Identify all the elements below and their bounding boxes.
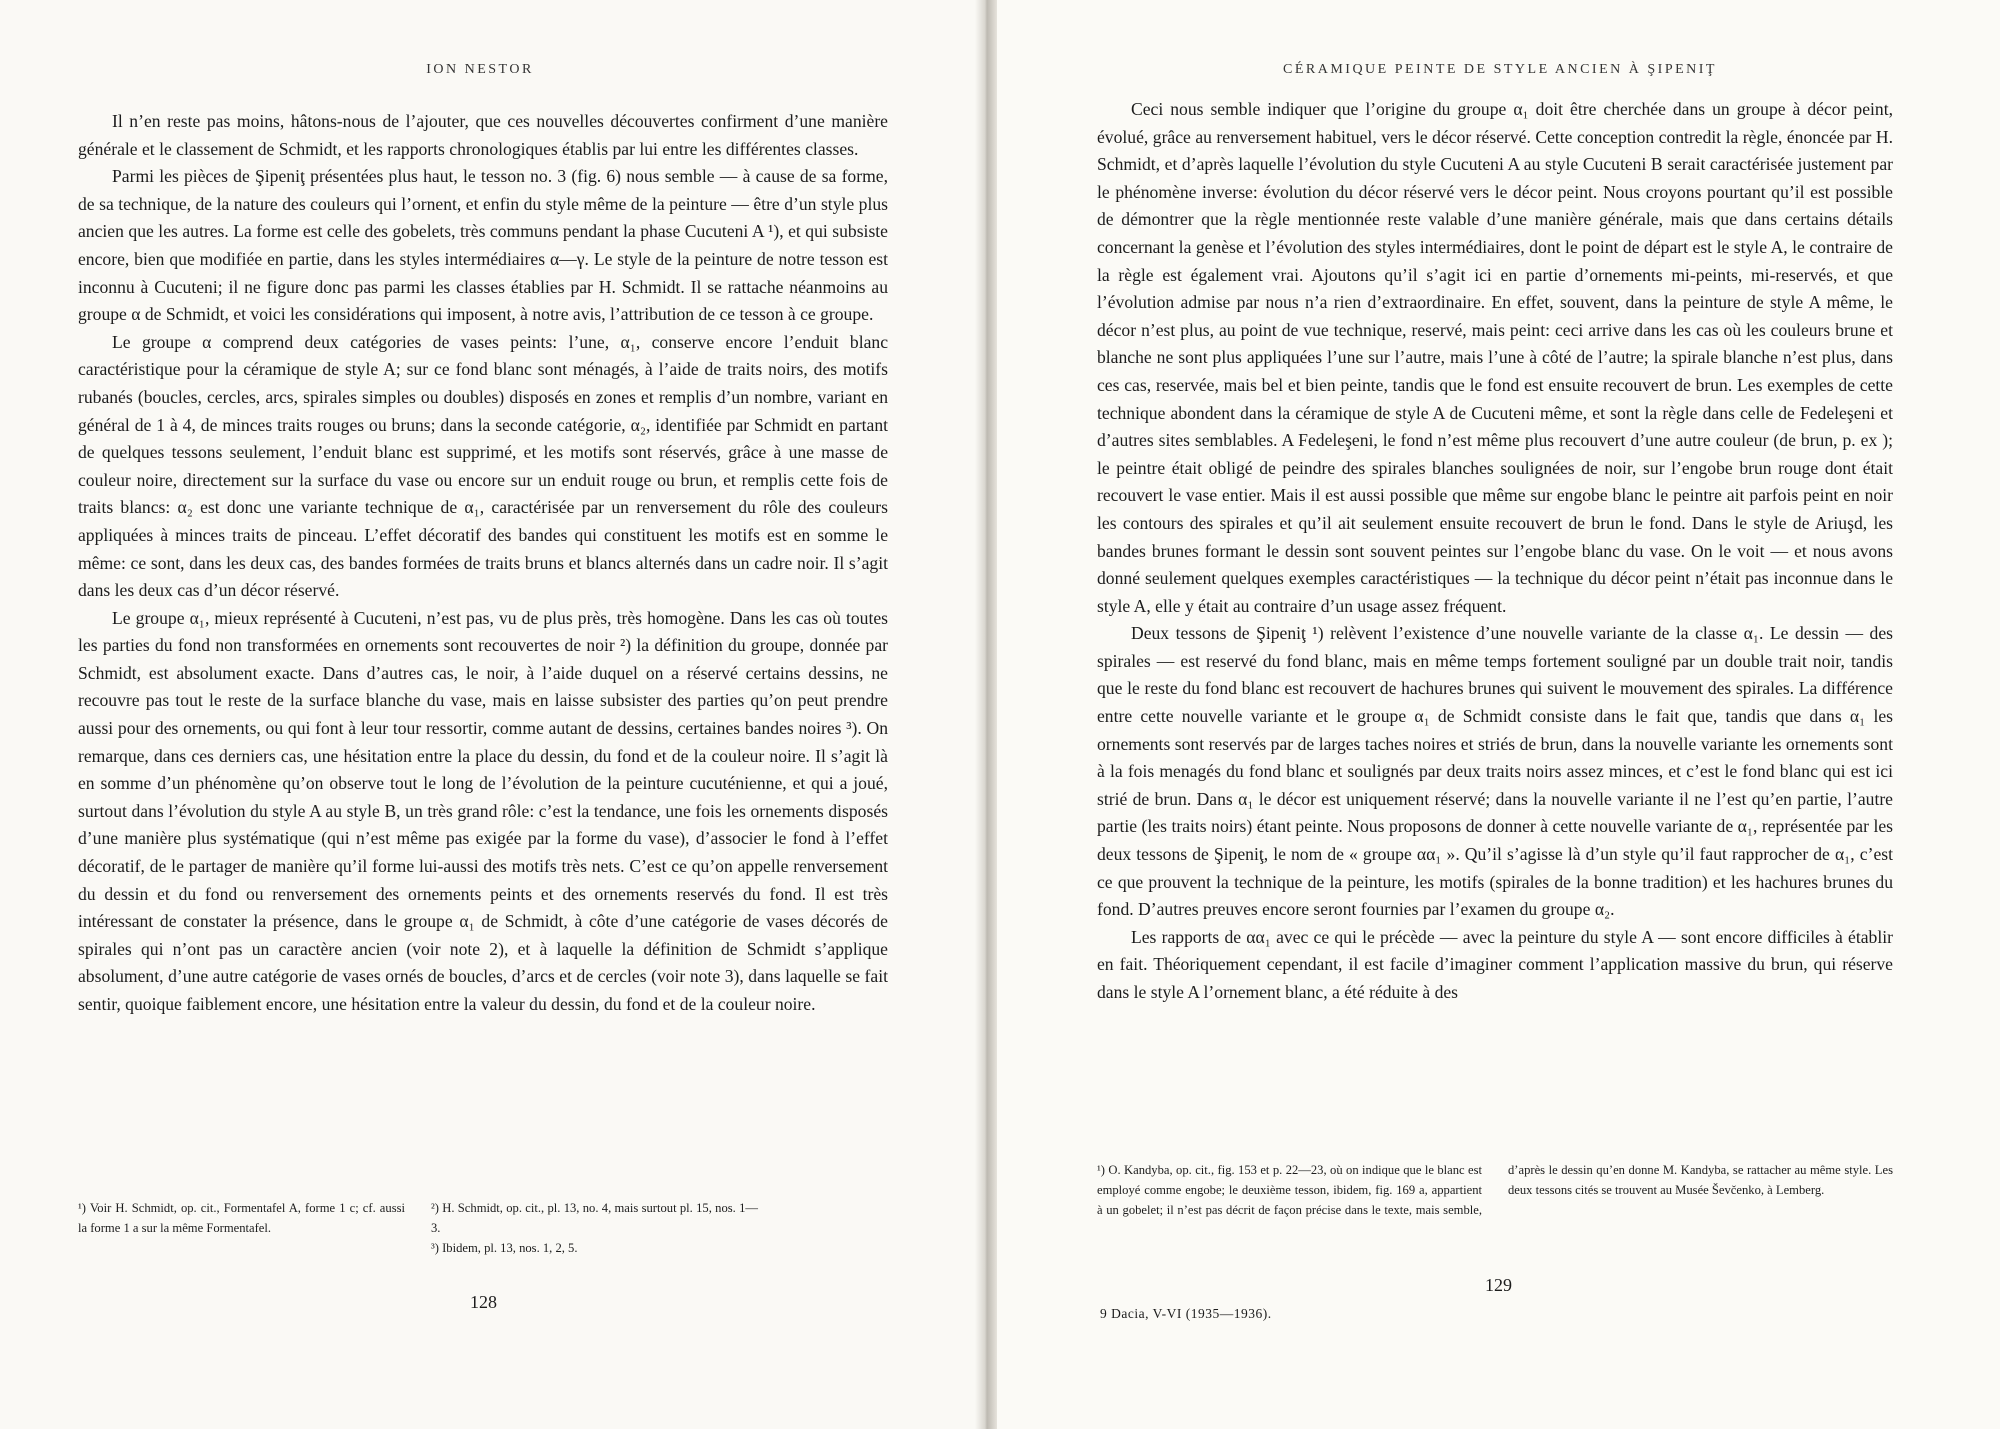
left-page	[0, 0, 985, 1429]
printer-signature: 9 Dacia, V-VI (1935—1936).	[1100, 1306, 1272, 1321]
left-body-text	[78, 108, 888, 1019]
paragraph: Parmi les pièces de Şipeniţ présentées plus haut, le tesson no. 3 (fig. 6) nous semble — à cause de sa forme, de sa technique, de la nature des couleurs qui l’ornent, et enfin du style même de la peinture — être d’un style plus ancien que les autres. La forme est celle des gobelets, très communs pendant la phase Cucuteni A ¹), et qui subsiste encore, bien que modifiée en partie, dans les styles intermédiaires α—γ. Le style de la peinture de notre tesson est inconnu à Cucuteni; il ne figure donc pas parmi les classes établies par H. Schmidt. Il se rattache néanmoins au groupe α de Schmidt, et voici les considérations qui imposent, à notre avis, l’attribution de ce tesson à ce groupe.	[78, 166, 888, 325]
right-body-text	[1097, 96, 1893, 1007]
right-footnotes	[1097, 1160, 1893, 1220]
book-gutter	[975, 0, 997, 1429]
running-head-right: CÉRAMIQUE PEINTE DE STYLE ANCIEN À ŞIPENIŢ	[1283, 62, 1717, 77]
paragraph: Les rapports de αα₁ avec ce qui le précède — avec la peinture du style A — sont encore difficiles à établir en fait. Théoriquement cependant, il est facile d’imaginer comment l’application massive du brun, qui réserve dans le style A l’ornement blanc, a été réduite à des	[1097, 926, 1893, 1002]
page-number-left: 128	[470, 1292, 497, 1312]
footnote: ²) H. Schmidt, op. cit., pl. 13, no. 4, mais surtout pl. 15, nos. 1—3.	[431, 1201, 758, 1235]
footnote: ¹) Voir H. Schmidt, op. cit., Formentafel A, forme 1 c; cf. aussi la forme 1 a sur la même Formentafel.	[78, 1201, 405, 1235]
paragraph: Le groupe α₁, mieux représenté à Cucuteni, n’est pas, vu de plus près, très homogène. Dans les cas où toutes les parties du fond non transformées en ornements sont recouvertes de noir ²) la définition du groupe, donnée par Schmidt, est absolument exacte. Dans d’autres cas, le noir, à l’aide duquel on a réservé certains dessins, ne recouvre pas tout le reste de la surface blanche du vase, mais en laisse subsister des parties qu’on peut prendre aussi pour des ornements, ou qui font à leur tour ressortir, comme autant de dessins, certaines bandes noires ³). On remarque, dans ces derniers cas, une hésitation entre la place du dessin, du fond et de la couleur noire. Il s’agit là en somme d’un phénomène qu’on observe tout le long de l’évolution de la peinture cucuténienne, et qui a joué, surtout dans l’évolution du style A au style B, un très grand rôle: c’est la tendance, une fois les ornements disposés d’une manière plus systématique (qui n’est même pas exigée par la forme du vase), d’associer le fond à l’effet décoratif, de le partager de manière qu’il forme lui-aussi des motifs très nets. C’est ce qu’on appelle renversement du dessin et du fond ou renversement des ornements peints et des ornements reservés du fond. Il est très intéressant de constater la présence, dans le groupe α₁ de Schmidt, à côte d’une catégorie de vases décorés de spirales qui n’ont pas un caractère ancien (voir note 2), et à laquelle la définition de Schmidt s’applique absolument, d’une autre catégorie de vases ornés de boucles, d’arcs et de cercles (voir note 3), dans laquelle se fait sentir, quoique faiblement encore, une hésitation entre la valeur du dessin, du fond et de la couleur noire.	[78, 607, 888, 1014]
running-head-left: ION NESTOR	[426, 62, 534, 77]
left-footnotes	[78, 1198, 758, 1258]
paragraph: Deux tessons de Şipeniţ ¹) relèvent l’existence d’une nouvelle variante de la classe α₁. Le dessin — des spirales — est reservé du fond blanc, mais en même temps fortement souligné par un double trait noir, tandis que le reste du fond blanc est recouvert de hachures brunes qui suivent le mouvement des spirales. La différence entre cette nouvelle variante et le groupe α₁ de Schmidt consiste dans le fait que, tandis que dans α₁ les ornements sont reservés par de larges taches noires et striés de brun, dans la nouvelle variante les ornements sont à la fois menagés du fond blanc et soulignés par deux traits noirs assez minces, et c’est le fond blanc qui est ici strié de brun. Dans α₁ le décor est uniquement réservé; dans la nouvelle variante il ne l’est qu’en partie, l’autre partie (les traits noirs) étant peinte. Nous proposons de donner à cette nouvelle variante de α₁, représentée par les deux tessons de Şipeniţ, le nom de « groupe αα₁ ». Qu’il s’agisse là d’un style qu’il faut rapprocher de α₁, c’est ce que prouvent la technique de la peinture, les motifs (spirales de la bonne tradition) et les hachures brunes du fond. D’autres preuves encore seront fournies par l’examen du groupe α₂.	[1097, 623, 1893, 920]
paragraph: Ceci nous semble indiquer que l’origine du groupe α₁ doit être cherchée dans un groupe à décor peint, évolué, grâce au renversement habituel, vers le décor réservé. Cette conception contredit la règle, énoncée par H. Schmidt, et d’après laquelle l’évolution du style Cucuteni A au style Cucuteni B serait caractérisée justement par le phénomène inverse: évolution du décor réservé vers le décor peint. Nous croyons pourtant qu’il est possible de démontrer que la règle mentionnée reste valable d’une manière générale, mais que dans certains détails concernant la genèse et l’évolution des styles intermédiaires, dont le point de départ est le style A, le contraire de la règle est également vrai. Ajoutons qu’il s’agit ici en partie d’ornements mi-peints, mi-reservés, et que l’évolution admise par nous n’a rien d’extraordinaire. En effet, souvent, dans la peinture de style A même, le décor n’est plus, au point de vue technique, reservé, mais peint: ceci arrive dans les cas où les couleurs brune et blanche ne sont plus appliquées l’une sur l’autre, mais l’une à côté de l’autre; la spirale blanche n’est plus, dans ces cas, reservée, mais bel et bien peinte, tandis que le fond est ensuite recouvert de brun. Les exemples de cette technique abondent dans la céramique de style A de Cucuteni même, et sont la règle dans celle de Fedeleşeni et d’autres sites semblables. A Fedeleşeni, le fond n’est même plus recouvert d’une autre couleur (de brun, p. ex ); le peintre était obligé de peindre des spirales blanches soulignées de noir, sur l’engobe brun rouge dont était recouvert le vase entier. Mais il est aussi possible que même sur engobe blanc le peintre ait parfois peint en noir les contours des spirales et qu’il ait seulement ensuite recouvert de brun le fond. Dans le style de Ariuşd, les bandes brunes formant le dessin sont souvent peintes sur l’engobe blanc du vase. On le voit — et nous avons donné seulement quelques exemples caractéristiques — la technique du décor peint n’était pas inconnue dans le style A, elle y était au contraire d’un usage assez fréquent.	[1097, 99, 1893, 616]
footnote: ¹) O. Kandyba, op. cit., fig. 153 et p. 22—23, où on indique que le blanc est employé comme engobe; le deuxième tesson, ibidem, fig. 169 a, appartient à un gobelet; il n’est pas décrit de façon précise dans le texte, mais semble, d’après le dessin qu’en donne M. Kandyba, se rattacher au même style. Les deux tessons cités se trouvent au Musée Ševčenko, à Lemberg.	[1097, 1163, 1893, 1217]
footnote: ³) Ibidem, pl. 13, nos. 1, 2, 5.	[431, 1241, 578, 1255]
paragraph: Le groupe α comprend deux catégories de vases peints: l’une, α₁, conserve encore l’enduit blanc caractéristique pour la céramique de style A; sur ce fond blanc sont ménagés, à l’aide de traits noirs, des motifs rubanés (boucles, cercles, arcs, spirales simples ou doubles) disposés en zones et remplis d’un nombre, variant en général de 1 à 4, de minces traits rouges ou bruns; dans la seconde catégorie, α₂, identifiée par Schmidt en partant de quelques tessons seulement, l’enduit blanc est supprimé, et les motifs sont réservés, grâce à une masse de couleur noire, directement sur la surface du vase ou encore sur un enduit rouge ou brun, et remplis cette fois de traits blancs: α₂ est donc une variante technique de α₁, caractérisée par un renversement du rôle des couleurs appliquées à minces traits de pinceau. L’effet décoratif des bandes qui constituent les motifs est en somme le même: ce sont, dans les deux cas, des bandes formées de traits bruns et blancs alternés dans un cadre noir. Il s’agit dans les deux cas d’un décor réservé.	[78, 331, 888, 601]
paragraph: Il n’en reste pas moins, hâtons-nous de l’ajouter, que ces nouvelles découvertes confirment d’une manière générale et le classement de Schmidt, et les rapports chronologiques établis par lui entre les différentes classes.	[78, 111, 888, 159]
page-number-right: 129	[1485, 1275, 1512, 1295]
right-page	[985, 0, 2000, 1429]
